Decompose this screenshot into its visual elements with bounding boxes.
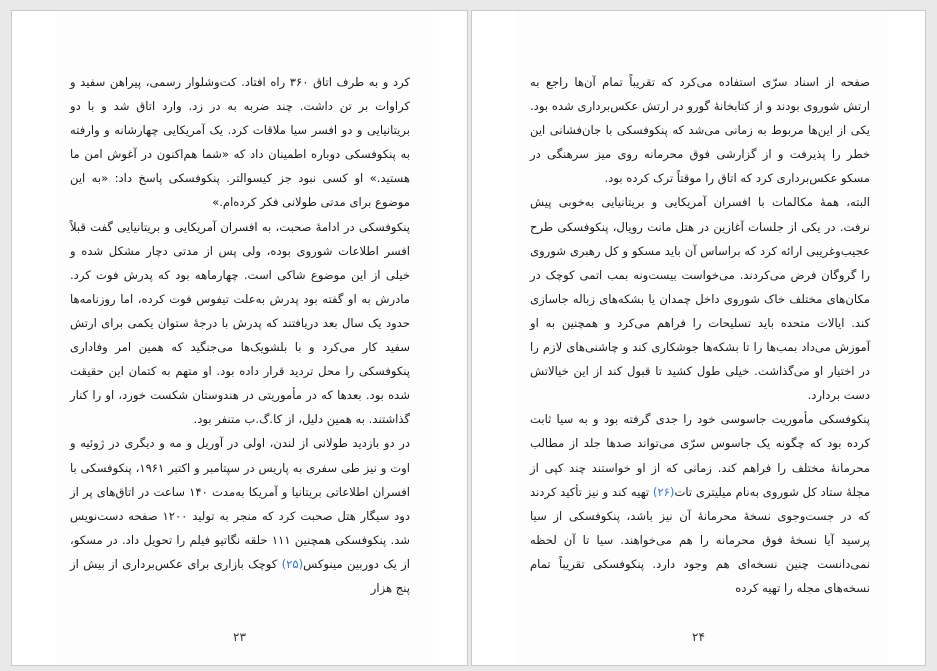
left-page-text bbox=[70, 70, 410, 600]
paragraph: در دو بازدید طولانی از لندن، اولی در آوریل و مه و دیگری در ژوئیه و اوت و نیز طی سفری به پاریس در سپتامبر و اکتبر ۱۹۶۱، پنکوفسکی با افسران اطلاعاتی بریتانیا و آمریکا به‌مدت ۱۴۰ ساعت در اتاق‌های پر از دود سیگار هتل صحبت کرد که منجر به تولید ۱۲۰۰ صفحه دست‌نویس شد. پنکوفسکی همچنین ۱۱۱ حلقه نگاتیو فیلم را تحویل داد. در مسکو، از یک دوربین مینوکس(۲۵) کوچک بازاری برای عکس‌برداری از بیش از پنج هزار bbox=[70, 436, 411, 595]
right-page bbox=[471, 10, 926, 666]
paragraph: البته، همهٔ مکالمات با افسران آمریکایی و بریتانیایی به‌خوبی پیش نرفت. در یکی از جلسات آغازین در هتل مانت رویال، پنکوفسکی طرح عجیب‌وغریبی ارائه کرد که براساس آن باید مسکو و کل رهبری شوروی را گروگان فرض می‌کردند. می‌خواست بیست‌ونه بمب اتمی کوچک در مکان‌های مختلف خاک شوروی داخل چمدان یا بشکه‌های زباله جاسازی کند. ایالات متحده باید تسلیحات را فراهم می‌کرد و همچنین به او آموزش می‌داد بمب‌ها را تا بشکه‌ها جوشکاری کند و چاشنی‌های لازم را در اختیار او می‌گذاشت. خیلی طول کشید تا قبول کند از این خیالاتش دست بردارد. bbox=[530, 195, 870, 403]
left-page bbox=[11, 10, 468, 666]
footnote-reference-link[interactable]: (۲۵) bbox=[281, 556, 304, 571]
right-page-text bbox=[530, 70, 870, 600]
paragraph: صفحه از اسناد سرّی استفاده می‌کرد که تقریباً تمام آن‌ها راجع به ارتش شوروی بودند و از کتابخانهٔ گورو در ارتش عکس‌برداری شده بود. یکی از این‌ها مربوط به زمانی می‌شد که پنکوفسکی با جان‌فشانی این خطر را پذیرفت و از گزارشی فوق محرمانه روی میز سرهنگی در مسکو عکس‌برداری کرد که اتاق را موقتاً ترک کرده بود. bbox=[530, 75, 870, 186]
paragraph: پنکوفسکی در ادامهٔ صحبت، به افسران آمریکایی و بریتانیایی گفت قبلاً افسر اطلاعات شوروی بوده، ولی پس از مدتی دچار مشکل شده و خیلی از این موضوع شاکی است. چهارماهه بود که پدرش فوت کرد. مادرش به او گفته بود پدرش به‌علت تیفوس فوت کرده، اما روزنامه‌ها حدود یک سال بعد دریافتند که پدرش با درجهٔ ستوان یکمی برای ارتش سفید کار می‌کرد و با بلشویک‌ها می‌جنگید که همین امر وفاداری پنکوفسکی را محل تردید قرار داده بود. او متهم به کتمان این حقیقت شده بود. بعدها که در مأموریتی در هندوستان شکست خورد، او را کنار گذاشتند. به همین دلیل، از کا.گ.ب متنفر بود. bbox=[70, 219, 410, 427]
page-number: ۲۴ bbox=[692, 630, 705, 644]
page-number: ۲۳ bbox=[233, 630, 246, 644]
footnote-reference-link[interactable]: (۲۶) bbox=[652, 484, 675, 499]
paragraph: پنکوفسکی مأموریت جاسوسی خود را جدی گرفته بود و به سیا ثابت کرده بود که چگونه یک جاسوس سرّی می‌تواند صدها جلد از مطالب محرمانهٔ مختلف را فراهم کند. زمانی که از او خواستند چند کپی از مجلهٔ ستاد کل شوروی به‌نام میلیتری تات(۲۶) تهیه کند و نیز تأکید کردند که در جست‌وجوی نسخهٔ محرمانهٔ آن نیز باشد، پنکوفسکی از سیا پرسید آیا نسخهٔ فوق محرمانه را هم می‌خواهند. سیا تا آن لحظه نمی‌دانست چنین نسخه‌ای هم وجود دارد. پنکوفسکی تقریباً تمام نسخه‌های مجله را تهیه کرده bbox=[530, 412, 870, 595]
paragraph: کرد و به طرف اتاق ۳۶۰ راه افتاد. کت‌وشلوار رسمی، پیراهن سفید و کراوات بر تن داشت. چند ضربه به در زد. وارد اتاق شد و با دو بریتانیایی و دو افسر سیا ملاقات کرد. یک آمریکایی چهارشانه و وارفته به پنکوفسکی دوباره اطمینان داد که «شما هم‌اکنون در آغوش امن ما هستید.» او کسی نبود جز کیسوالتر. پنکوفسکی پاسخ داد: «به این موضوع برای مدتی طولانی فکر کرده‌ام.» bbox=[70, 75, 410, 210]
